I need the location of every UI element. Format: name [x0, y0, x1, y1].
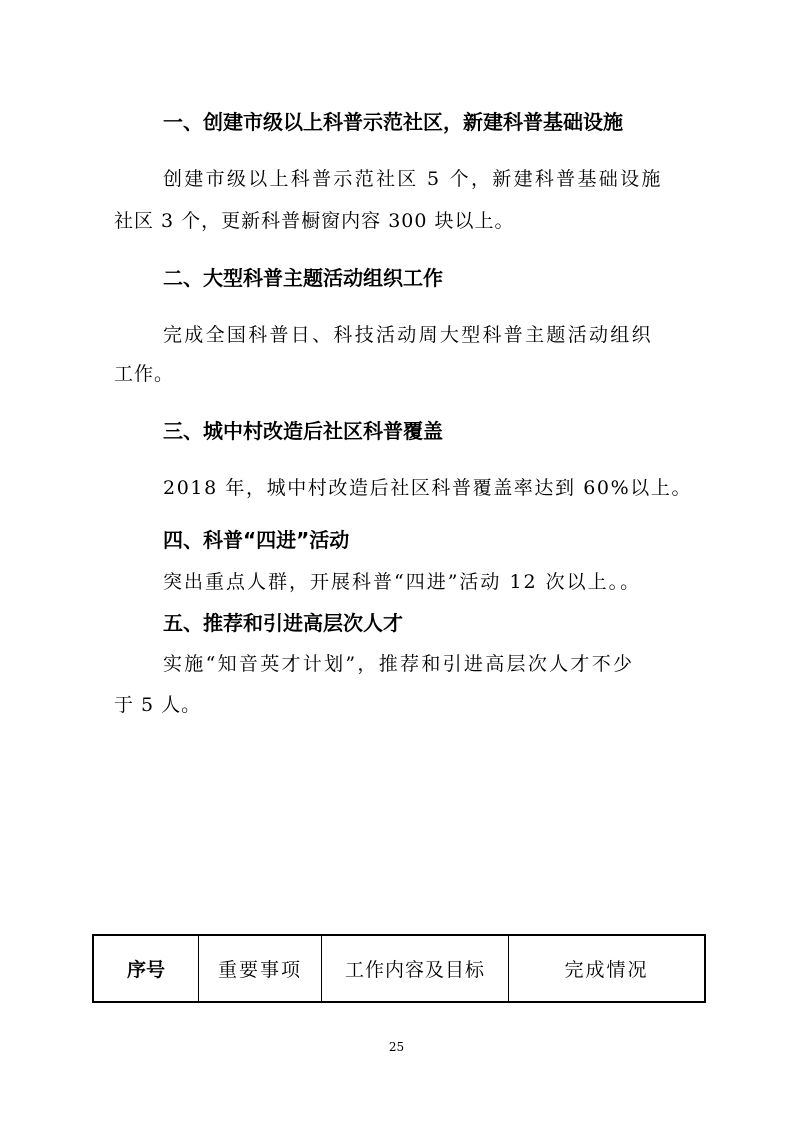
- section-2-line-2: 工作。: [114, 363, 175, 385]
- section-3-line-1: 2018 年，城中村改造后社区科普覆盖率达到 60%以上。: [163, 477, 693, 499]
- section-5-heading: 五、推荐和引进高层次人才: [163, 611, 403, 635]
- section-4-line-1: 突出重点人群，开展科普“四进”活动 12 次以上。。: [163, 571, 642, 593]
- table-header-content-goal: 工作内容及目标: [322, 936, 509, 1001]
- section-2-heading: 二、大型科普主题活动组织工作: [163, 266, 443, 290]
- section-4-heading: 四、科普“四进”活动: [163, 528, 350, 552]
- section-1-heading: 一、创建市级以上科普示范社区，新建科普基础设施: [163, 110, 623, 134]
- summary-table-header: [92, 934, 706, 1003]
- page-number: 25: [388, 1040, 405, 1054]
- section-5-line-1: 实施“知音英才计划”，推荐和引进高层次人才不少: [163, 653, 635, 675]
- section-1-line-1: 创建市级以上科普示范社区 5 个，新建科普基础设施: [163, 168, 663, 190]
- section-2-line-1: 完成全国科普日、科技活动周大型科普主题活动组织: [163, 324, 653, 346]
- table-header-key-item: 重要事项: [199, 936, 322, 1001]
- section-3-heading: 三、城中村改造后社区科普覆盖: [163, 419, 443, 443]
- table-header-index: 序号: [94, 936, 199, 1001]
- section-1-line-2: 社区 3 个，更新科普橱窗内容 300 块以上。: [114, 210, 515, 232]
- section-5-line-2: 于 5 人。: [114, 694, 202, 716]
- table-header-completion: 完成情况: [564, 959, 649, 981]
